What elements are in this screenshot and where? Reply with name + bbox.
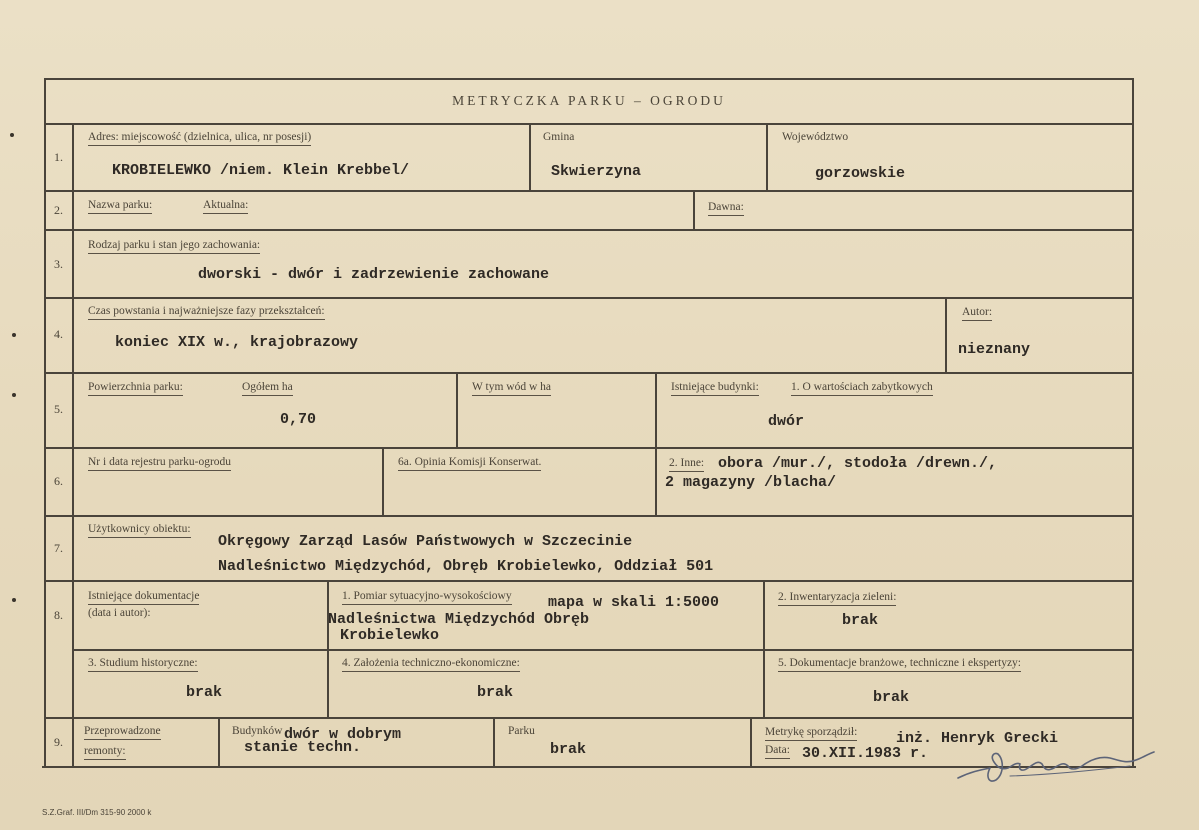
author-value: nieznany bbox=[958, 341, 1031, 358]
other-buildings-label: 2. Inne: bbox=[669, 457, 704, 472]
tech-econ-label: 4. Założenia techniczno-ekonomiczne: bbox=[342, 657, 520, 672]
signature-icon bbox=[950, 742, 1160, 792]
survey-value: mapa w skali 1:5000 bbox=[548, 594, 720, 611]
other-buildings-value-2: 2 magazyny /blacha/ bbox=[665, 474, 837, 491]
frame-left bbox=[44, 78, 46, 768]
row-number: 3. bbox=[54, 257, 63, 271]
users-value-2: Nadleśnictwo Międzychód, Obręb Krobielewko, Oddział 501 bbox=[218, 558, 714, 575]
branch-docs-label: 5. Dokumentacje branżowe, techniczne i ekspertyzy: bbox=[778, 657, 1021, 672]
opinion-label: 6a. Opinia Komisji Konserwat. bbox=[398, 456, 541, 471]
row-number: 8. bbox=[54, 608, 63, 622]
origin-value: koniec XIX w., krajobrazowy bbox=[115, 334, 359, 351]
water-area-label: W tym wód w ha bbox=[472, 381, 551, 396]
row-line bbox=[44, 190, 1134, 192]
area-label: Powierzchnia parku: bbox=[88, 381, 183, 396]
origin-label: Czas powstania i najważniejsze fazy przekształceń: bbox=[88, 305, 325, 320]
frame-top bbox=[44, 78, 1134, 80]
cell-divider bbox=[655, 372, 657, 447]
park-renov-value: brak bbox=[550, 741, 587, 758]
cell-divider bbox=[529, 123, 531, 190]
users-label: Użytkownicy obiektu: bbox=[88, 523, 191, 538]
row-number: 4. bbox=[54, 327, 63, 341]
history-study-value: brak bbox=[186, 684, 223, 701]
row-number: 1. bbox=[54, 150, 63, 164]
cell-divider bbox=[766, 123, 768, 190]
voivodeship-label: Województwo bbox=[782, 131, 849, 143]
row-line bbox=[44, 447, 1134, 449]
survey-value-3: Krobielewko bbox=[340, 627, 440, 644]
former-name-label: Dawna: bbox=[708, 201, 744, 216]
frame-right bbox=[1132, 78, 1134, 768]
cell-divider bbox=[750, 717, 752, 767]
row-line bbox=[44, 229, 1134, 231]
documentation-label: Istniejące dokumentacje bbox=[88, 590, 199, 605]
prepared-by-value: inż. Henryk Grecki bbox=[896, 730, 1059, 747]
monuments-value: dwór bbox=[768, 413, 805, 430]
survey-label: 1. Pomiar sytuacyjno-wysokościowy bbox=[342, 590, 512, 605]
row-line bbox=[44, 580, 1134, 582]
cell-divider bbox=[327, 580, 329, 717]
row-line bbox=[44, 717, 1134, 719]
cell-divider bbox=[382, 447, 384, 515]
cell-divider bbox=[218, 717, 220, 767]
branch-docs-value: brak bbox=[873, 689, 910, 706]
row-line bbox=[44, 515, 1134, 517]
row-line bbox=[72, 649, 1134, 651]
margin-dot bbox=[12, 598, 16, 602]
cell-divider bbox=[655, 447, 657, 515]
address-value: KROBIELEWKO /niem. Klein Krebbel/ bbox=[112, 162, 410, 179]
renovations-label-2: remonty: bbox=[84, 745, 126, 760]
gmina-label: Gmina bbox=[543, 131, 575, 143]
buildings-renov-label: Budynków bbox=[232, 725, 283, 737]
other-buildings-value: obora /mur./, stodoła /drewn./, bbox=[718, 455, 998, 472]
row-number: 9. bbox=[54, 735, 63, 749]
gmina-value: Skwierzyna bbox=[551, 163, 642, 180]
document-title: METRYCZKA PARKU – OGRODU bbox=[452, 93, 726, 108]
tech-econ-value: brak bbox=[477, 684, 514, 701]
survey-value-2: Nadleśnictwa Międzychód Obręb bbox=[328, 611, 590, 628]
park-type-label: Rodzaj parku i stan jego zachowania: bbox=[88, 239, 260, 254]
row-number: 2. bbox=[54, 203, 63, 217]
address-label: Adres: miejscowość (dzielnica, ulica, nr posesji) bbox=[88, 131, 311, 146]
margin-dot bbox=[12, 393, 16, 397]
margin-dot bbox=[12, 333, 16, 337]
register-label: Nr i data rejestru parku-ogrodu bbox=[88, 456, 231, 471]
buildings-label: Istniejące budynki: bbox=[671, 381, 759, 396]
row-line bbox=[44, 297, 1134, 299]
total-area-label: Ogółem ha bbox=[242, 381, 293, 396]
row-number: 5. bbox=[54, 402, 63, 416]
inventory-label: 2. Inwentaryzacja zieleni: bbox=[778, 591, 896, 606]
cell-divider bbox=[693, 190, 695, 229]
inventory-value: brak bbox=[842, 612, 879, 629]
row-line bbox=[44, 123, 1134, 125]
author-label: Autor: bbox=[962, 306, 992, 321]
row-number: 7. bbox=[54, 541, 63, 555]
total-area-value: 0,70 bbox=[280, 411, 317, 428]
print-code: S.Z.Graf. III/Dm 315-90 2000 k bbox=[42, 808, 152, 817]
park-name-label: Nazwa parku: bbox=[88, 199, 152, 214]
buildings-renov-value: dwór w dobrym bbox=[284, 726, 402, 743]
margin-dot bbox=[10, 133, 14, 137]
cell-divider bbox=[945, 297, 947, 372]
park-renov-label: Parku bbox=[508, 725, 535, 737]
row-number: 6. bbox=[54, 474, 63, 488]
documentation-label-2: (data i autor): bbox=[88, 607, 151, 619]
renovations-label: Przeprowadzone bbox=[84, 725, 161, 740]
voivodeship-value: gorzowskie bbox=[815, 165, 906, 182]
cell-divider bbox=[493, 717, 495, 767]
monuments-label: 1. O wartościach zabytkowych bbox=[791, 381, 933, 396]
cell-divider bbox=[456, 372, 458, 447]
history-study-label: 3. Studium historyczne: bbox=[88, 657, 198, 672]
park-type-value: dworski - dwór i zadrzewienie zachowane bbox=[198, 266, 550, 283]
date-label: Data: bbox=[765, 744, 790, 759]
row-line bbox=[44, 372, 1134, 374]
date-value: 30.XII.1983 r. bbox=[802, 745, 929, 762]
prepared-by-label: Metrykę sporządził: bbox=[765, 726, 857, 741]
number-column-divider bbox=[72, 123, 74, 768]
current-name-label: Aktualna: bbox=[203, 199, 248, 214]
cell-divider bbox=[763, 580, 765, 717]
users-value: Okręgowy Zarząd Lasów Państwowych w Szczecinie bbox=[218, 533, 633, 550]
buildings-renov-value-2: stanie techn. bbox=[244, 739, 362, 756]
